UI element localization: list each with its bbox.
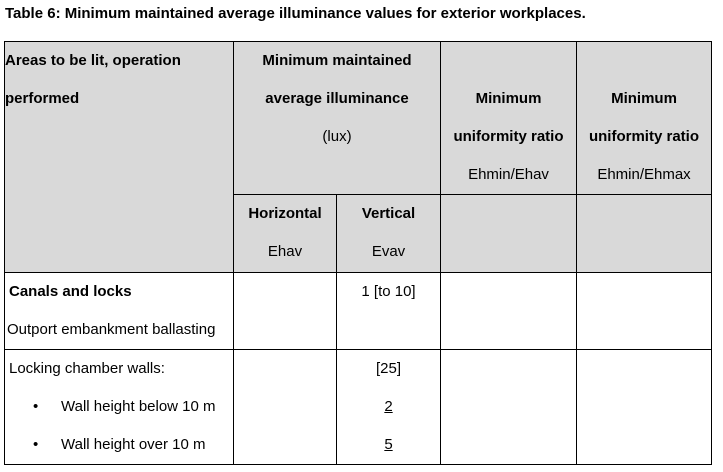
bullet-icon: •	[33, 436, 39, 453]
row-canals-subtitle: Outport embankment ballasting	[7, 321, 216, 338]
table-row	[5, 350, 712, 465]
row-canals-horizontal	[234, 273, 337, 350]
header-uniformity-ratio-1	[441, 42, 577, 195]
header-ratio1-formula: Ehmin/Ehav	[468, 166, 549, 183]
list-item	[5, 426, 233, 464]
row-locking-vertical-value: [25]	[375, 360, 402, 377]
illuminance-table	[4, 41, 712, 465]
header-ratio1-line1: Minimum	[475, 90, 542, 107]
header-horizontal	[234, 195, 337, 273]
bullet-icon: •	[33, 398, 39, 415]
row-canals-title: Canals and locks	[9, 283, 132, 300]
header-ratio2-line1: Minimum	[611, 90, 677, 107]
header-uniformity-ratio-2	[577, 42, 712, 195]
row-locking-item1-vertical: 2	[384, 398, 393, 415]
row-canals-vertical-value: 1 [to 10]	[361, 283, 416, 300]
header-ratio1-line2: uniformity ratio	[453, 128, 564, 145]
table-caption: Table 6: Minimum maintained average illuminance values for exterior workplaces.	[5, 5, 586, 22]
header-vertical-symbol: Evav	[371, 243, 406, 260]
header-areas-line2: performed	[5, 90, 80, 107]
header-areas	[5, 42, 234, 273]
row-locking-area	[5, 350, 234, 465]
header-ratio2-formula: Ehmin/Ehmax	[597, 166, 691, 183]
row-canals-ratio2	[577, 273, 712, 350]
header-row-1	[5, 42, 712, 195]
row-locking-ratio1	[441, 350, 577, 465]
row-canals-ratio1	[441, 273, 577, 350]
header-horizontal-symbol: Ehav	[267, 243, 303, 260]
row-locking-ratio2	[577, 350, 712, 465]
table-row	[5, 273, 712, 350]
row-canals-area	[5, 273, 234, 350]
header-ratio2-line2: uniformity ratio	[588, 128, 699, 145]
row-locking-title: Locking chamber walls:	[9, 360, 165, 377]
row-locking-item2-vertical: 5	[384, 436, 393, 453]
header-mmai-line1: Minimum maintained	[262, 52, 412, 69]
row-canals-vertical	[337, 273, 441, 350]
row-locking-vertical	[337, 350, 441, 465]
row-locking-horizontal	[234, 350, 337, 465]
header-mmai-unit: (lux)	[322, 128, 352, 145]
header-vertical-label: Vertical	[361, 205, 416, 222]
header-ratio2-empty	[577, 195, 712, 273]
header-min-maintained-illuminance	[234, 42, 441, 195]
header-ratio1-empty	[441, 195, 577, 273]
header-mmai-line2: average illuminance	[265, 90, 409, 107]
list-item	[5, 388, 233, 426]
header-horizontal-label: Horizontal	[248, 205, 322, 222]
list-item-label: Wall height over 10 m	[61, 436, 206, 453]
list-item-label: Wall height below 10 m	[61, 398, 216, 415]
header-vertical	[337, 195, 441, 273]
header-areas-line1: Areas to be lit, operation	[5, 52, 181, 69]
